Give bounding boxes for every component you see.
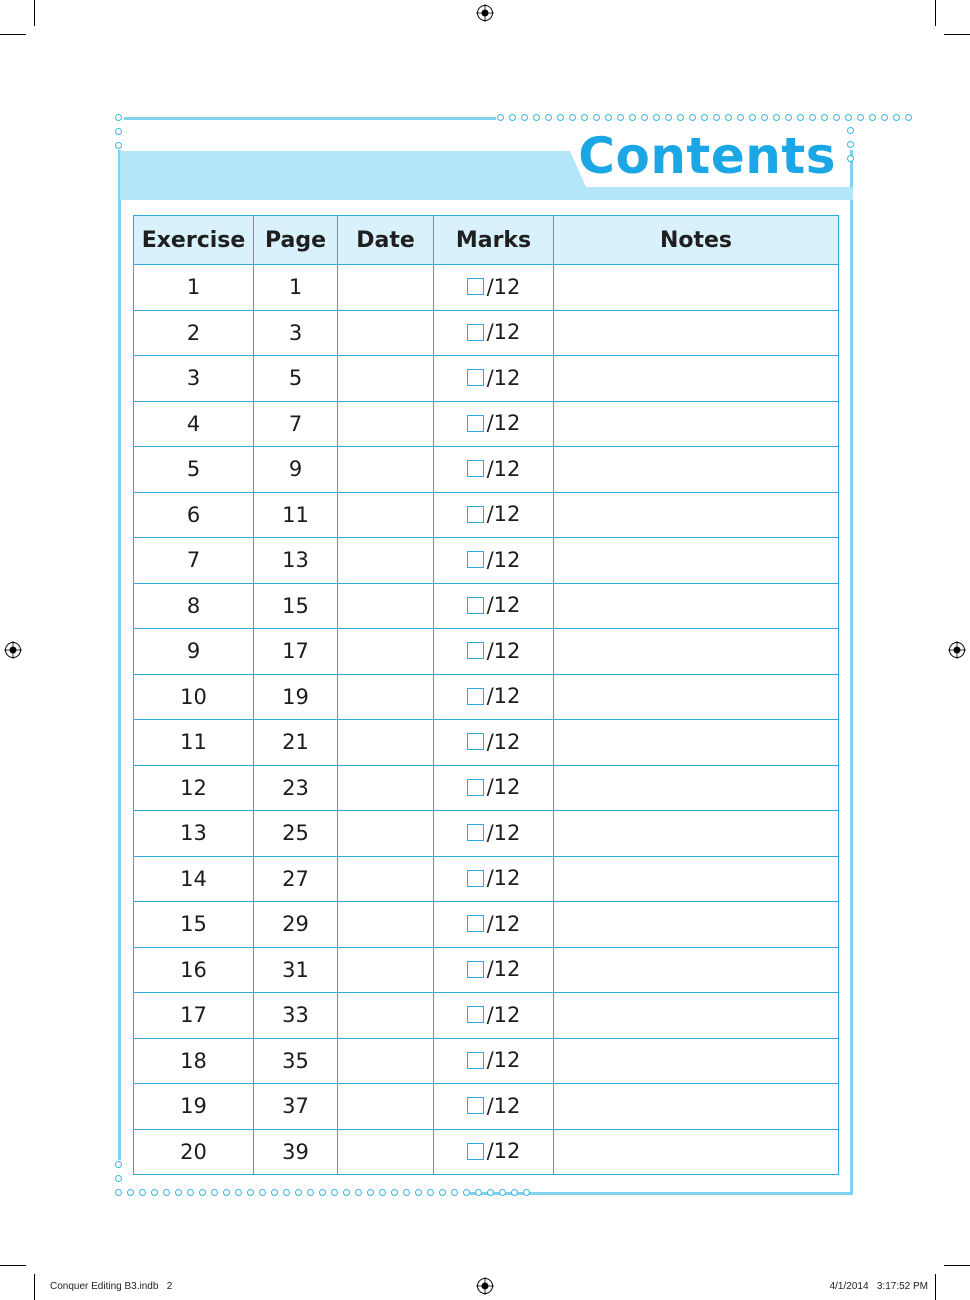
marks-group [467, 1094, 521, 1118]
marks-group [467, 912, 521, 936]
frame-dot [499, 1189, 506, 1196]
frame-dot [259, 1189, 266, 1196]
marks-total: /12 [486, 320, 521, 344]
checkbox-square-icon[interactable] [467, 1143, 484, 1160]
frame-dot [701, 114, 708, 121]
page-number: 37 [254, 1084, 338, 1130]
page-number: 33 [254, 993, 338, 1039]
date-cell[interactable] [338, 356, 434, 402]
page-number: 23 [254, 765, 338, 811]
notes-cell[interactable] [554, 310, 839, 356]
marks-cell [434, 856, 554, 902]
frame-top-dots [497, 114, 912, 121]
exercise-number: 9 [134, 629, 254, 675]
notes-cell[interactable] [554, 583, 839, 629]
frame-dot [367, 1189, 374, 1196]
checkbox-square-icon[interactable] [467, 551, 484, 568]
notes-cell[interactable] [554, 538, 839, 584]
frame-dot [307, 1189, 314, 1196]
notes-cell[interactable] [554, 993, 839, 1039]
notes-cell[interactable] [554, 765, 839, 811]
checkbox-square-icon[interactable] [467, 915, 484, 932]
frame-dot [115, 142, 122, 149]
checkbox-square-icon[interactable] [467, 460, 484, 477]
page-number: 1 [254, 265, 338, 311]
frame-dot [905, 114, 912, 121]
frame-dot [487, 1189, 494, 1196]
exercise-number: 3 [134, 356, 254, 402]
page-number: 21 [254, 720, 338, 766]
notes-cell[interactable] [554, 447, 839, 493]
table-row [134, 674, 839, 720]
notes-cell[interactable] [554, 674, 839, 720]
frame-dot [379, 1189, 386, 1196]
table-row [134, 401, 839, 447]
crop-mark [0, 34, 26, 35]
date-cell[interactable] [338, 583, 434, 629]
frame-dot [653, 114, 660, 121]
frame-dot [151, 1189, 158, 1196]
marks-cell [434, 674, 554, 720]
frame-dot [211, 1189, 218, 1196]
date-cell[interactable] [338, 1038, 434, 1084]
marks-group [467, 639, 521, 663]
marks-cell [434, 902, 554, 948]
date-cell[interactable] [338, 447, 434, 493]
marks-total: /12 [486, 684, 521, 708]
frame-dot [761, 114, 768, 121]
frame-dot [881, 114, 888, 121]
table-row [134, 720, 839, 766]
frame-dot [439, 1189, 446, 1196]
date-cell[interactable] [338, 674, 434, 720]
marks-cell [434, 993, 554, 1039]
notes-cell[interactable] [554, 1038, 839, 1084]
exercise-number: 2 [134, 310, 254, 356]
frame-dot [557, 114, 564, 121]
frame-bottom-dots [115, 1189, 530, 1196]
frame-dot [545, 114, 552, 121]
table-row [134, 629, 839, 675]
marks-cell [434, 1038, 554, 1084]
page-number: 9 [254, 447, 338, 493]
checkbox-square-icon[interactable] [467, 733, 484, 750]
date-cell[interactable] [338, 765, 434, 811]
frame-dot [115, 114, 122, 121]
table-row [134, 492, 839, 538]
marks-group [467, 866, 521, 890]
exercise-number: 19 [134, 1084, 254, 1130]
marks-cell [434, 265, 554, 311]
checkbox-square-icon[interactable] [467, 278, 484, 295]
date-cell[interactable] [338, 538, 434, 584]
column-header-exercise: Exercise [134, 216, 254, 265]
exercise-number: 7 [134, 538, 254, 584]
marks-total: /12 [486, 729, 521, 754]
marks-group [467, 502, 521, 526]
frame-dot [283, 1189, 290, 1196]
page-number: 19 [254, 674, 338, 720]
table-row [134, 947, 839, 993]
frame-dot [869, 114, 876, 121]
marks-total: /12 [486, 1139, 521, 1163]
checkbox-square-icon[interactable] [467, 779, 484, 796]
date-cell[interactable] [338, 1129, 434, 1175]
page-number: 7 [254, 401, 338, 447]
frame-dot [115, 1189, 122, 1196]
notes-cell[interactable] [554, 947, 839, 993]
frame-dot [737, 114, 744, 121]
frame-left-dots [115, 114, 122, 149]
date-cell[interactable] [338, 811, 434, 857]
page-number: 13 [254, 538, 338, 584]
marks-total: /12 [486, 911, 521, 936]
marks-cell [434, 356, 554, 402]
page-number: 17 [254, 629, 338, 675]
frame-dot [773, 114, 780, 121]
frame-dot [223, 1189, 230, 1196]
exercise-number: 12 [134, 765, 254, 811]
notes-cell[interactable] [554, 902, 839, 948]
frame-dot [463, 1189, 470, 1196]
frame-top-line [124, 117, 496, 120]
frame-dot [343, 1189, 350, 1196]
marks-group [467, 411, 521, 435]
frame-dot [355, 1189, 362, 1196]
table-row [134, 1084, 839, 1130]
marks-total: /12 [486, 1048, 521, 1072]
checkbox-square-icon[interactable] [467, 961, 484, 978]
marks-total: /12 [486, 593, 521, 617]
marks-total: /12 [486, 411, 521, 435]
notes-cell[interactable] [554, 356, 839, 402]
table-row [134, 310, 839, 356]
marks-group [467, 775, 521, 799]
notes-cell[interactable] [554, 856, 839, 902]
exercise-number: 20 [134, 1129, 254, 1175]
marks-total: /12 [486, 1093, 521, 1118]
frame-dot [115, 1161, 122, 1168]
registration-mark-icon [4, 641, 22, 659]
table-row [134, 1038, 839, 1084]
frame-dot [115, 1175, 122, 1182]
crop-mark [935, 1274, 936, 1300]
marks-group [467, 366, 521, 390]
marks-cell [434, 765, 554, 811]
marks-total: /12 [486, 866, 521, 890]
marks-group [467, 957, 521, 981]
table-row [134, 356, 839, 402]
marks-total: /12 [486, 775, 521, 799]
frame-dot [641, 114, 648, 121]
date-cell[interactable] [338, 947, 434, 993]
frame-dot [199, 1189, 206, 1196]
date-cell[interactable] [338, 401, 434, 447]
marks-group [467, 730, 521, 754]
frame-dot [569, 114, 576, 121]
exercise-number: 14 [134, 856, 254, 902]
frame-left-dots [115, 1161, 122, 1182]
marks-total: /12 [486, 456, 521, 481]
frame-dot [295, 1189, 302, 1196]
column-header-page: Page [254, 216, 338, 265]
page-title: Contents [578, 127, 836, 185]
marks-cell [434, 720, 554, 766]
date-cell[interactable] [338, 993, 434, 1039]
column-header-notes: Notes [554, 216, 839, 265]
crop-mark [34, 0, 35, 26]
frame-dot [847, 141, 854, 148]
registration-mark-icon [948, 641, 966, 659]
frame-dot [497, 114, 504, 121]
frame-dot [331, 1189, 338, 1196]
registration-mark-icon [476, 4, 494, 22]
frame-dot [521, 114, 528, 121]
frame-dot [271, 1189, 278, 1196]
frame-dot [821, 114, 828, 121]
frame-dot [857, 114, 864, 121]
date-cell[interactable] [338, 629, 434, 675]
page-number: 3 [254, 310, 338, 356]
column-header-marks: Marks [434, 216, 554, 265]
frame-dot [235, 1189, 242, 1196]
exercise-number: 10 [134, 674, 254, 720]
crop-mark [944, 34, 970, 35]
table-row [134, 1129, 839, 1175]
checkbox-square-icon[interactable] [467, 597, 484, 614]
marks-total: /12 [486, 547, 521, 572]
marks-cell [434, 310, 554, 356]
frame-dot [581, 114, 588, 121]
marks-total: /12 [486, 365, 521, 390]
date-cell[interactable] [338, 310, 434, 356]
marks-cell [434, 447, 554, 493]
frame-dot [163, 1189, 170, 1196]
table-row [134, 902, 839, 948]
exercise-number: 18 [134, 1038, 254, 1084]
marks-group [467, 548, 521, 572]
frame-dot [115, 128, 122, 135]
notes-cell[interactable] [554, 1129, 839, 1175]
checkbox-square-icon[interactable] [467, 1052, 484, 1069]
frame-dot [749, 114, 756, 121]
frame-dot [247, 1189, 254, 1196]
frame-dot [725, 114, 732, 121]
column-header-date: Date [338, 216, 434, 265]
exercise-number: 16 [134, 947, 254, 993]
marks-cell [434, 538, 554, 584]
page-number: 27 [254, 856, 338, 902]
notes-cell[interactable] [554, 401, 839, 447]
frame-left-line [118, 150, 121, 1160]
crop-mark [0, 1265, 26, 1266]
date-cell[interactable] [338, 492, 434, 538]
exercise-number: 15 [134, 902, 254, 948]
marks-cell [434, 1084, 554, 1130]
frame-dot [175, 1189, 182, 1196]
page-number: 29 [254, 902, 338, 948]
marks-cell [434, 1129, 554, 1175]
footer-file-name: Conquer Editing B3.indb 2 [50, 1281, 173, 1292]
table-row [134, 447, 839, 493]
page-number: 15 [254, 583, 338, 629]
table-row [134, 811, 839, 857]
table-header-row [134, 216, 839, 265]
frame-right-line [850, 150, 853, 1195]
frame-dot [833, 114, 840, 121]
marks-group [467, 320, 521, 344]
frame-dot [415, 1189, 422, 1196]
frame-dot [511, 1189, 518, 1196]
page-number: 11 [254, 492, 338, 538]
frame-dot [677, 114, 684, 121]
frame-dot [523, 1189, 530, 1196]
exercise-number: 5 [134, 447, 254, 493]
exercise-number: 17 [134, 993, 254, 1039]
marks-group [467, 684, 521, 708]
frame-dot [809, 114, 816, 121]
notes-cell[interactable] [554, 811, 839, 857]
marks-total: /12 [486, 1002, 521, 1027]
table-row [134, 765, 839, 811]
frame-dot [713, 114, 720, 121]
marks-group [467, 1003, 521, 1027]
marks-cell [434, 401, 554, 447]
frame-dot [847, 127, 854, 134]
marks-total: /12 [486, 638, 521, 663]
frame-dot [629, 114, 636, 121]
checkbox-square-icon[interactable] [467, 688, 484, 705]
date-cell[interactable] [338, 1084, 434, 1130]
marks-total: /12 [486, 502, 521, 526]
frame-dot [391, 1189, 398, 1196]
frame-dot [187, 1189, 194, 1196]
checkbox-square-icon[interactable] [467, 824, 484, 841]
table-row [134, 265, 839, 311]
frame-dot [451, 1189, 458, 1196]
date-cell[interactable] [338, 265, 434, 311]
notes-cell[interactable] [554, 1084, 839, 1130]
contents-table [133, 215, 839, 1175]
frame-dot [785, 114, 792, 121]
checkbox-square-icon[interactable] [467, 1006, 484, 1023]
page-number: 31 [254, 947, 338, 993]
footer-timestamp: 4/1/2014 3:17:52 PM [829, 1281, 928, 1292]
frame-dot [797, 114, 804, 121]
page-number: 5 [254, 356, 338, 402]
marks-group [467, 1139, 521, 1163]
marks-cell [434, 629, 554, 675]
checkbox-square-icon[interactable] [467, 1097, 484, 1114]
marks-group [467, 457, 521, 481]
marks-total: /12 [486, 957, 521, 981]
frame-dot [127, 1189, 134, 1196]
table-row [134, 538, 839, 584]
crop-mark [944, 1265, 970, 1266]
crop-mark [34, 1274, 35, 1300]
marks-group [467, 821, 521, 845]
frame-dot [689, 114, 696, 121]
marks-cell [434, 811, 554, 857]
notes-cell[interactable] [554, 492, 839, 538]
exercise-number: 11 [134, 720, 254, 766]
frame-dot [665, 114, 672, 121]
marks-group [467, 1048, 521, 1072]
frame-dot [605, 114, 612, 121]
page-number: 39 [254, 1129, 338, 1175]
exercise-number: 8 [134, 583, 254, 629]
frame-dot [427, 1189, 434, 1196]
checkbox-square-icon[interactable] [467, 506, 484, 523]
checkbox-square-icon[interactable] [467, 415, 484, 432]
frame-dot [509, 114, 516, 121]
frame-dot [893, 114, 900, 121]
notes-cell[interactable] [554, 265, 839, 311]
page-number: 35 [254, 1038, 338, 1084]
checkbox-square-icon[interactable] [467, 324, 484, 341]
exercise-number: 13 [134, 811, 254, 857]
date-cell[interactable] [338, 902, 434, 948]
checkbox-square-icon[interactable] [467, 870, 484, 887]
table-row [134, 993, 839, 1039]
crop-mark [935, 0, 936, 26]
frame-dot [617, 114, 624, 121]
table-row [134, 583, 839, 629]
frame-dot [593, 114, 600, 121]
notes-cell[interactable] [554, 720, 839, 766]
table-row [134, 856, 839, 902]
marks-group [467, 275, 521, 299]
registration-mark-icon [476, 1277, 494, 1295]
checkbox-square-icon[interactable] [467, 369, 484, 386]
frame-dot [403, 1189, 410, 1196]
marks-group [467, 593, 521, 617]
date-cell[interactable] [338, 720, 434, 766]
frame-dot [319, 1189, 326, 1196]
marks-cell [434, 492, 554, 538]
page-number: 25 [254, 811, 338, 857]
marks-total: /12 [486, 820, 521, 845]
exercise-number: 1 [134, 265, 254, 311]
marks-cell [434, 947, 554, 993]
marks-total: /12 [486, 274, 521, 299]
frame-dot [139, 1189, 146, 1196]
frame-dot [845, 114, 852, 121]
date-cell[interactable] [338, 856, 434, 902]
notes-cell[interactable] [554, 629, 839, 675]
exercise-number: 4 [134, 401, 254, 447]
exercise-number: 6 [134, 492, 254, 538]
marks-cell [434, 583, 554, 629]
checkbox-square-icon[interactable] [467, 642, 484, 659]
frame-dot [475, 1189, 482, 1196]
frame-dot [533, 114, 540, 121]
